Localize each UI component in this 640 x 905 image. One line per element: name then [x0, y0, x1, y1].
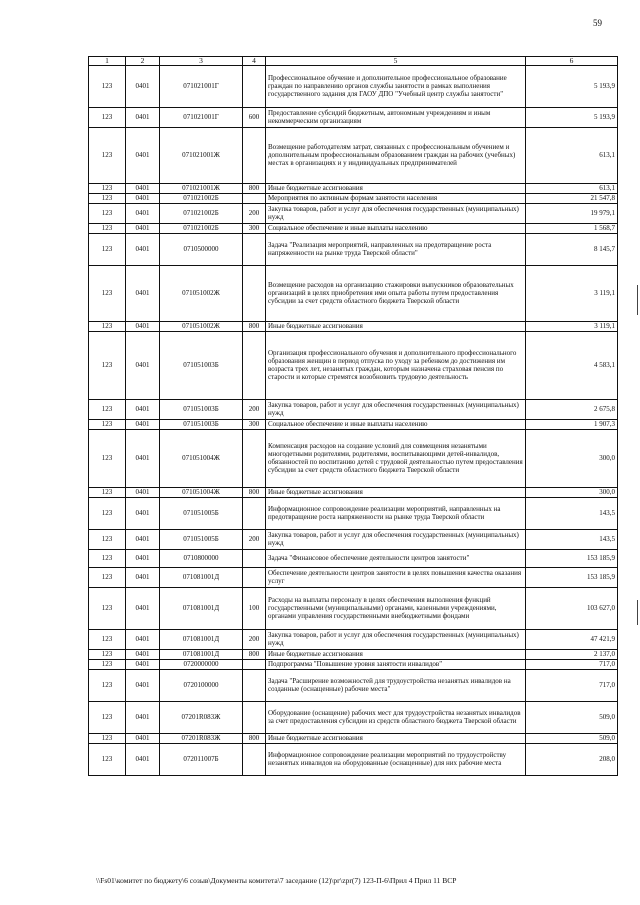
section-code-cell: 123 — [89, 128, 126, 184]
expense-type-cell: 800 — [243, 184, 266, 194]
target-article-cell: 071021001Ж — [160, 128, 243, 184]
amount-cell: 5 193,9 — [526, 108, 618, 128]
table-row — [89, 204, 618, 224]
description-cell: Предоставление субсидий бюджетным, автономным учреждениям и иным некоммерческим организациям — [266, 108, 526, 128]
expense-type-cell — [243, 568, 266, 588]
subsection-code-cell: 0401 — [126, 66, 160, 108]
section-code-cell: 123 — [89, 550, 126, 568]
subsection-code-cell: 0401 — [126, 670, 160, 702]
subsection-code-cell: 0401 — [126, 734, 160, 744]
description-cell: Обеспечение деятельности центров занятости в целях повышения качества оказания услуг — [266, 568, 526, 588]
section-code-cell: 123 — [89, 488, 126, 498]
expense-type-cell — [243, 670, 266, 702]
target-article-cell: 071051002Ж — [160, 322, 243, 332]
expense-type-cell: 300 — [243, 224, 266, 234]
target-article-cell: 071051002Ж — [160, 266, 243, 322]
target-article-cell: 071081001Д — [160, 630, 243, 650]
table-row — [89, 530, 618, 550]
amount-cell: 1 568,7 — [526, 224, 618, 234]
target-article-cell: 071051003Б — [160, 332, 243, 400]
target-article-cell: 071051004Ж — [160, 430, 243, 488]
amount-cell: 8 145,7 — [526, 234, 618, 266]
description-cell: Оборудование (оснащение) рабочих мест для трудоустройства незанятых инвалидов за счет предоставления субсидии из средств областного бюджета Тверской области — [266, 702, 526, 734]
page-number: 59 — [593, 18, 602, 28]
section-code-cell: 123 — [89, 670, 126, 702]
target-article-cell: 072011007Б — [160, 744, 243, 776]
description-cell: Задача "Расширение возможностей для трудоустройства незанятых инвалидов на созданные (оснащенные) рабочие места" — [266, 670, 526, 702]
target-article-cell: 0720000000 — [160, 660, 243, 670]
subsection-code-cell: 0401 — [126, 266, 160, 322]
target-article-cell: 0720100000 — [160, 670, 243, 702]
description-cell: Возмещение расходов на организацию стажировки выпускников образовательных организаций в целях приобретения ими опыта работы путем предоставления субсидии за счет средств областного бюджета Тверской области — [266, 266, 526, 322]
description-cell: Социальное обеспечение и иные выплаты населению — [266, 420, 526, 430]
table-row — [89, 550, 618, 568]
subsection-code-cell: 0401 — [126, 650, 160, 660]
table-row — [89, 128, 618, 184]
table-row — [89, 184, 618, 194]
description-cell: Задача "Финансовое обеспечение деятельности центров занятости" — [266, 550, 526, 568]
table-row — [89, 568, 618, 588]
amount-cell: 21 547,8 — [526, 194, 618, 204]
section-code-cell: 123 — [89, 420, 126, 430]
table-row — [89, 266, 618, 322]
section-code-cell: 123 — [89, 630, 126, 650]
description-cell: Закупка товаров, работ и услуг для обеспечения государственных (муниципальных) нужд — [266, 400, 526, 420]
section-code-cell: 123 — [89, 568, 126, 588]
expense-type-cell — [243, 430, 266, 488]
table-row — [89, 498, 618, 530]
target-article-cell: 071051005Б — [160, 498, 243, 530]
table-row — [89, 588, 618, 630]
amount-cell: 2 137,0 — [526, 650, 618, 660]
subsection-code-cell: 0401 — [126, 234, 160, 266]
subsection-code-cell: 0401 — [126, 332, 160, 400]
expense-type-cell: 600 — [243, 108, 266, 128]
target-article-cell: 071051003Б — [160, 400, 243, 420]
section-code-cell: 123 — [89, 266, 126, 322]
amount-cell: 717,0 — [526, 660, 618, 670]
subsection-code-cell: 0401 — [126, 204, 160, 224]
table-row — [89, 234, 618, 266]
table-row — [89, 650, 618, 660]
section-code-cell: 123 — [89, 650, 126, 660]
target-article-cell: 071081001Д — [160, 568, 243, 588]
section-code-cell: 123 — [89, 234, 126, 266]
amount-cell: 613,1 — [526, 128, 618, 184]
description-cell: Подпрограмма "Повышение уровня занятости инвалидов" — [266, 660, 526, 670]
section-code-cell: 123 — [89, 322, 126, 332]
target-article-cell: 071081001Д — [160, 588, 243, 630]
column-header: 3 — [160, 57, 243, 66]
table-row — [89, 66, 618, 108]
budget-table — [88, 56, 618, 776]
subsection-code-cell: 0401 — [126, 630, 160, 650]
description-cell: Закупка товаров, работ и услуг для обеспечения государственных (муниципальных) нужд — [266, 530, 526, 550]
amount-cell: 153 185,9 — [526, 568, 618, 588]
subsection-code-cell: 0401 — [126, 588, 160, 630]
expense-type-cell: 300 — [243, 420, 266, 430]
expense-type-cell — [243, 332, 266, 400]
amount-cell: 19 979,1 — [526, 204, 618, 224]
description-cell: Социальное обеспечение и иные выплаты населению — [266, 224, 526, 234]
description-cell: Иные бюджетные ассигнования — [266, 488, 526, 498]
description-cell: Иные бюджетные ассигнования — [266, 322, 526, 332]
expense-type-cell: 100 — [243, 588, 266, 630]
expense-type-cell: 800 — [243, 650, 266, 660]
expense-type-cell — [243, 194, 266, 204]
table-row — [89, 322, 618, 332]
section-code-cell: 123 — [89, 744, 126, 776]
amount-cell: 509,0 — [526, 702, 618, 734]
section-code-cell: 123 — [89, 204, 126, 224]
subsection-code-cell: 0401 — [126, 550, 160, 568]
target-article-cell: 0710500000 — [160, 234, 243, 266]
table-row — [89, 332, 618, 400]
section-code-cell: 123 — [89, 702, 126, 734]
expense-type-cell — [243, 702, 266, 734]
expense-type-cell — [243, 498, 266, 530]
description-cell: Организация профессионального обучения и дополнительного профессионального образования женщин в период отпуска по уходу за ребенком до достижения им возраста трех лет, незанятых граждан, которым назначена страховая пенсия по старости и которые стремятся возобновить трудовую деятельность — [266, 332, 526, 400]
subsection-code-cell: 0401 — [126, 108, 160, 128]
table-row — [89, 660, 618, 670]
subsection-code-cell: 0401 — [126, 400, 160, 420]
subsection-code-cell: 0401 — [126, 420, 160, 430]
target-article-cell: 071021002Б — [160, 204, 243, 224]
table-row — [89, 744, 618, 776]
section-code-cell: 123 — [89, 108, 126, 128]
amount-cell: 153 185,9 — [526, 550, 618, 568]
target-article-cell: 071051004Ж — [160, 488, 243, 498]
table-row — [89, 702, 618, 734]
subsection-code-cell: 0401 — [126, 488, 160, 498]
amount-cell: 717,0 — [526, 670, 618, 702]
column-header: 4 — [243, 57, 266, 66]
subsection-code-cell: 0401 — [126, 744, 160, 776]
column-header: 5 — [266, 57, 526, 66]
section-code-cell: 123 — [89, 332, 126, 400]
section-code-cell: 123 — [89, 400, 126, 420]
description-cell: Информационное сопровождение реализации мероприятий по трудоустройству незанятых инвалидов на оборудованные (оснащенные) для них рабочие места — [266, 744, 526, 776]
table-row — [89, 670, 618, 702]
target-article-cell: 071021001Ж — [160, 184, 243, 194]
target-article-cell: 071081001Д — [160, 650, 243, 660]
table-row — [89, 630, 618, 650]
amount-cell: 3 119,1 — [526, 322, 618, 332]
target-article-cell: 071021001Г — [160, 66, 243, 108]
scan-edge-mark — [637, 285, 638, 315]
table-row — [89, 430, 618, 488]
amount-cell: 3 119,1 — [526, 266, 618, 322]
expense-type-cell: 800 — [243, 734, 266, 744]
subsection-code-cell: 0401 — [126, 224, 160, 234]
description-cell: Профессиональное обучение и дополнительное профессиональное образование граждан по направлению органов службы занятости в рамках выполнения государственного задания для ГАОУ ДПО "Учебный центр службы занятости" — [266, 66, 526, 108]
expense-type-cell — [243, 128, 266, 184]
description-cell: Информационное сопровождение реализации мероприятий, направленных на предотвращение роста напряженности на рынке труда Тверской области — [266, 498, 526, 530]
subsection-code-cell: 0401 — [126, 322, 160, 332]
expense-type-cell — [243, 66, 266, 108]
column-header: 6 — [526, 57, 618, 66]
amount-cell: 509,0 — [526, 734, 618, 744]
amount-cell: 613,1 — [526, 184, 618, 194]
table-row — [89, 420, 618, 430]
section-code-cell: 123 — [89, 498, 126, 530]
subsection-code-cell: 0401 — [126, 702, 160, 734]
table-row — [89, 108, 618, 128]
section-code-cell: 123 — [89, 588, 126, 630]
amount-cell: 4 583,1 — [526, 332, 618, 400]
amount-cell: 1 907,3 — [526, 420, 618, 430]
description-cell: Мероприятия по активным формам занятости населения — [266, 194, 526, 204]
section-code-cell: 123 — [89, 660, 126, 670]
amount-cell: 143,5 — [526, 530, 618, 550]
description-cell: Компенсация расходов на создание условий для совмещения незанятыми многодетными родителями, родителями, воспитывающими детей-инвалидов, обязанностей по воспитанию детей с трудовой деятельностью путем предоставления субсидии за счет средств областного бюджета Тверской области — [266, 430, 526, 488]
description-cell: Иные бюджетные ассигнования — [266, 650, 526, 660]
table-row — [89, 224, 618, 234]
subsection-code-cell: 0401 — [126, 660, 160, 670]
section-code-cell: 123 — [89, 194, 126, 204]
expense-type-cell — [243, 550, 266, 568]
amount-cell: 208,0 — [526, 744, 618, 776]
table-row — [89, 194, 618, 204]
amount-cell: 103 627,0 — [526, 588, 618, 630]
description-cell: Иные бюджетные ассигнования — [266, 734, 526, 744]
description-cell: Иные бюджетные ассигнования — [266, 184, 526, 194]
target-article-cell: 0710800000 — [160, 550, 243, 568]
section-code-cell: 123 — [89, 734, 126, 744]
description-cell: Расходы на выплаты персоналу в целях обеспечения выполнения функций государственными (муниципальными) органами, казенными учреждениями, органами управления государственными внебюджетными фондами — [266, 588, 526, 630]
description-cell: Закупка товаров, работ и услуг для обеспечения государственных (муниципальных) нужд — [266, 630, 526, 650]
amount-cell: 2 675,8 — [526, 400, 618, 420]
column-header: 1 — [89, 57, 126, 66]
target-article-cell: 07201R083Ж — [160, 734, 243, 744]
target-article-cell: 071021002Б — [160, 194, 243, 204]
amount-cell: 300,0 — [526, 430, 618, 488]
target-article-cell: 071051003Б — [160, 420, 243, 430]
section-code-cell: 123 — [89, 66, 126, 108]
expense-type-cell: 200 — [243, 400, 266, 420]
target-article-cell: 071051005Б — [160, 530, 243, 550]
subsection-code-cell: 0401 — [126, 530, 160, 550]
amount-cell: 300,0 — [526, 488, 618, 498]
expense-type-cell: 200 — [243, 204, 266, 224]
description-cell: Задача "Реализация мероприятий, направленных на предотвращение роста напряженности на рынке труда Тверской области" — [266, 234, 526, 266]
section-code-cell: 123 — [89, 530, 126, 550]
expense-type-cell: 800 — [243, 322, 266, 332]
file-path-footer: \\Fs01\комитет по бюджету\6 созыв\Документы комитета\7 заседание (12)\рг\zpr(7) 123-П-6\Прил 4 Прил 11 ВСР — [96, 876, 457, 885]
table-row — [89, 734, 618, 744]
subsection-code-cell: 0401 — [126, 128, 160, 184]
expense-type-cell — [243, 266, 266, 322]
amount-cell: 47 421,9 — [526, 630, 618, 650]
amount-cell: 143,5 — [526, 498, 618, 530]
expense-type-cell — [243, 660, 266, 670]
expense-type-cell: 800 — [243, 488, 266, 498]
expense-type-cell: 200 — [243, 630, 266, 650]
subsection-code-cell: 0401 — [126, 498, 160, 530]
section-code-cell: 123 — [89, 184, 126, 194]
target-article-cell: 071021001Г — [160, 108, 243, 128]
table-header-row — [89, 57, 618, 66]
expense-type-cell — [243, 234, 266, 266]
subsection-code-cell: 0401 — [126, 194, 160, 204]
target-article-cell: 07201R083Ж — [160, 702, 243, 734]
description-cell: Возмещение работодателям затрат, связанных с профессиональным обучением и дополнительным профессиональным образованием граждан на рабочих (учебных) местах в организациях и у индивидуальных предпринимателей — [266, 128, 526, 184]
subsection-code-cell: 0401 — [126, 184, 160, 194]
scan-edge-mark — [637, 600, 638, 625]
amount-cell: 5 193,9 — [526, 66, 618, 108]
section-code-cell: 123 — [89, 224, 126, 234]
expense-type-cell: 200 — [243, 530, 266, 550]
expense-type-cell — [243, 744, 266, 776]
target-article-cell: 071021002Б — [160, 224, 243, 234]
subsection-code-cell: 0401 — [126, 568, 160, 588]
subsection-code-cell: 0401 — [126, 430, 160, 488]
column-header: 2 — [126, 57, 160, 66]
table-row — [89, 488, 618, 498]
description-cell: Закупка товаров, работ и услуг для обеспечения государственных (муниципальных) нужд — [266, 204, 526, 224]
table-row — [89, 400, 618, 420]
section-code-cell: 123 — [89, 430, 126, 488]
